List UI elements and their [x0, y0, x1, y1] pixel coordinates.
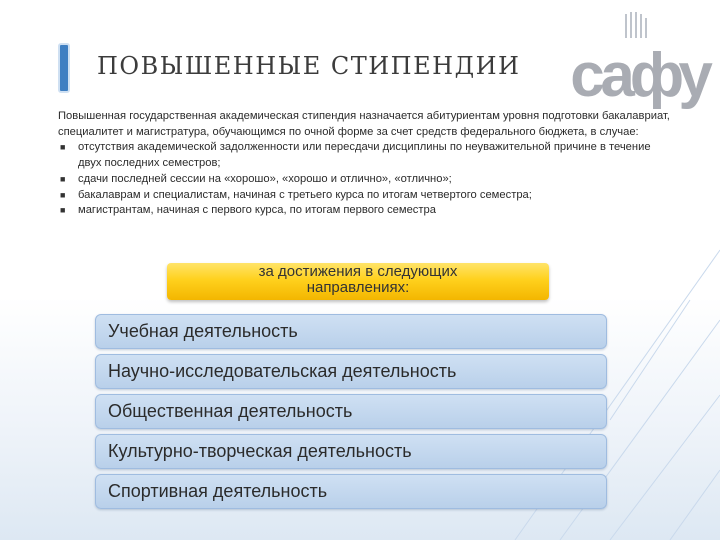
safu-logo	[570, 8, 708, 118]
list-item-text: отсутствия академической задолженности или пересдачи дисциплины по неуважительной причине в течение двух последних семестров;	[78, 141, 651, 170]
banner-line-1: за достижения в следующих	[258, 263, 458, 280]
square-bullet-icon: ■	[60, 173, 66, 184]
page-title: ПОВЫШЕННЫЕ СТИПЕНДИИ	[97, 52, 521, 80]
square-bullet-icon: ■	[60, 189, 66, 200]
square-bullet-icon: ■	[60, 205, 66, 216]
logo-wordmark: сафу	[570, 41, 708, 110]
area-cultural: Культурно-творческая деятельность	[95, 434, 607, 469]
list-item-text: сдачи последней сессии на «хорошо», «хорошо и отлично», «отлично»;	[78, 172, 452, 185]
achievements-banner	[167, 263, 549, 300]
square-bullet-icon: ■	[60, 142, 66, 153]
intro-text	[58, 109, 670, 219]
list-item	[58, 172, 670, 188]
area-academic: Учебная деятельность	[95, 314, 607, 349]
list-item	[58, 203, 670, 219]
list-item	[58, 140, 670, 171]
intro-paragraph: Повышенная государственная академическая стипендия назначается абитуриентам уровня подготовки бакалавриат, специалитет и магистратура, обучающимся по очной форме за счет средств федерального бюджета, в случае:	[58, 110, 670, 138]
list-item-text: магистрантам, начиная с первого курса, по итогам первого семестра	[78, 204, 436, 217]
list-item	[58, 188, 670, 204]
logo-book-lines	[626, 12, 646, 38]
banner-line-2: направлениях:	[306, 279, 410, 296]
list-item-text: бакалаврам и специалистам, начиная с третьего курса по итогам четвертого семестра;	[78, 188, 532, 201]
area-sports: Спортивная деятельность	[95, 474, 607, 509]
title-accent-bar	[58, 43, 70, 93]
area-social: Общественная деятельность	[95, 394, 607, 429]
area-research: Научно-исследовательская деятельность	[95, 354, 607, 389]
activity-areas-list	[95, 314, 607, 514]
condition-list	[58, 140, 670, 219]
